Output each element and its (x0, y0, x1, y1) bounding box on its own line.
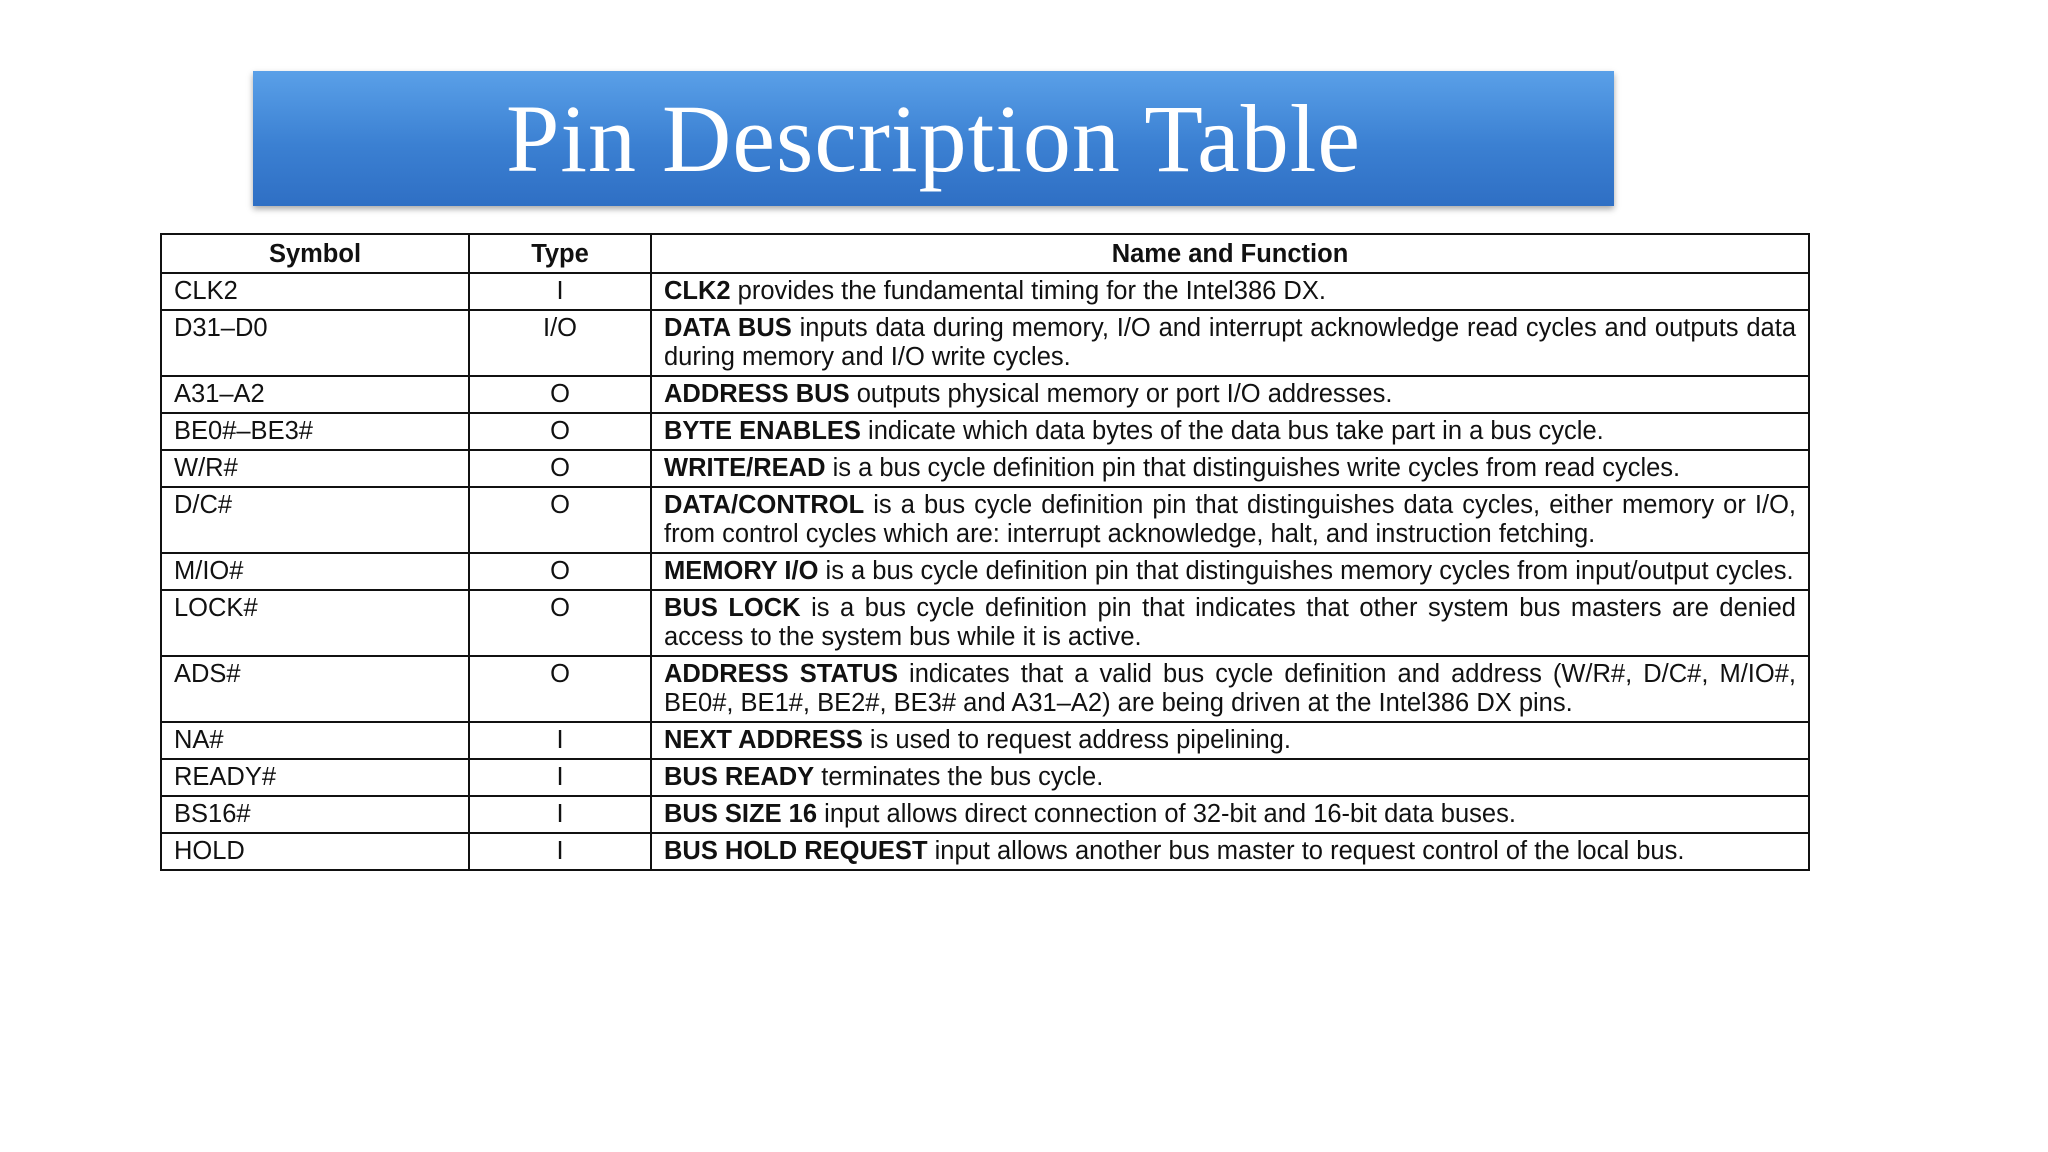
header-symbol: Symbol (161, 234, 469, 273)
function-description: inputs data during memory, I/O and interrupt acknowledge read cycles and outputs data during memory and I/O write cycles. (664, 314, 1796, 371)
table-row (161, 833, 1809, 870)
header-name-and-function: Name and Function (651, 234, 1809, 273)
function-description: is a bus cycle definition pin that distinguishes data cycles, either memory or I/O, from control cycles which are: interrupt acknowledge, halt, and instruction fetching. (664, 491, 1796, 548)
header-type: Type (469, 234, 651, 273)
function-cell (651, 413, 1809, 450)
function-name: BYTE ENABLES (664, 417, 861, 445)
function-cell (651, 796, 1809, 833)
symbol-cell: D31–D0 (161, 310, 469, 376)
function-cell (651, 759, 1809, 796)
function-description: input allows direct connection of 32-bit and 16-bit data buses. (817, 800, 1516, 828)
table-row (161, 487, 1809, 553)
type-cell: O (469, 656, 651, 722)
table-row (161, 796, 1809, 833)
symbol-cell: ADS# (161, 656, 469, 722)
function-name: MEMORY I/O (664, 557, 819, 585)
function-cell (651, 487, 1809, 553)
function-cell (651, 450, 1809, 487)
function-cell (651, 722, 1809, 759)
table-row (161, 310, 1809, 376)
table-row (161, 413, 1809, 450)
function-cell (651, 376, 1809, 413)
symbol-cell: CLK2 (161, 273, 469, 310)
function-description: provides the fundamental timing for the Intel386 DX. (730, 277, 1326, 305)
function-cell (651, 273, 1809, 310)
type-cell: I (469, 833, 651, 870)
function-name: NEXT ADDRESS (664, 726, 863, 754)
function-name: CLK2 (664, 277, 731, 305)
symbol-cell: BE0#–BE3# (161, 413, 469, 450)
function-name: ADDRESS STATUS (664, 660, 898, 688)
page-title: Pin Description Table (505, 84, 1362, 192)
table-row (161, 273, 1809, 310)
function-description: indicates that a valid bus cycle definition and address (W/R#, D/C#, M/IO#, BE0#, BE1#, BE2#, BE3# and A31–A2) are being driven at the Intel386 DX pins. (664, 660, 1796, 717)
function-description: is a bus cycle definition pin that indicates that other system bus masters are denied access to the system bus while it is active. (664, 594, 1796, 651)
type-cell: I (469, 722, 651, 759)
type-cell: I/O (469, 310, 651, 376)
symbol-cell: D/C# (161, 487, 469, 553)
function-description: terminates the bus cycle. (814, 763, 1104, 791)
function-name: DATA BUS (664, 314, 792, 342)
table-header-row (161, 234, 1809, 273)
type-cell: I (469, 759, 651, 796)
symbol-cell: W/R# (161, 450, 469, 487)
function-description: input allows another bus master to request control of the local bus. (927, 837, 1685, 865)
function-name: DATA/CONTROL (664, 491, 865, 519)
table-row (161, 553, 1809, 590)
function-description: outputs physical memory or port I/O addresses. (849, 380, 1393, 408)
function-description: indicate which data bytes of the data bus take part in a bus cycle. (860, 417, 1604, 445)
type-cell: O (469, 450, 651, 487)
function-name: BUS SIZE 16 (664, 800, 818, 828)
function-description: is a bus cycle definition pin that distinguishes memory cycles from input/output cycles. (818, 557, 1794, 585)
symbol-cell: NA# (161, 722, 469, 759)
function-name: WRITE/READ (664, 454, 826, 482)
title-banner (253, 71, 1614, 206)
symbol-cell: M/IO# (161, 553, 469, 590)
function-name: BUS LOCK (664, 594, 801, 622)
symbol-cell: HOLD (161, 833, 469, 870)
table-row (161, 450, 1809, 487)
function-description: is a bus cycle definition pin that distinguishes write cycles from read cycles. (825, 454, 1681, 482)
symbol-cell: LOCK# (161, 590, 469, 656)
function-cell (651, 656, 1809, 722)
type-cell: O (469, 376, 651, 413)
table-row (161, 759, 1809, 796)
pin-description-table (160, 233, 1810, 871)
function-name: BUS READY (664, 763, 815, 791)
type-cell: O (469, 553, 651, 590)
function-cell (651, 590, 1809, 656)
type-cell: O (469, 413, 651, 450)
function-name: ADDRESS BUS (664, 380, 850, 408)
type-cell: O (469, 590, 651, 656)
table-row (161, 656, 1809, 722)
symbol-cell: READY# (161, 759, 469, 796)
function-name: BUS HOLD REQUEST (664, 837, 928, 865)
type-cell: O (469, 487, 651, 553)
function-cell (651, 833, 1809, 870)
table-row (161, 722, 1809, 759)
function-description: is used to request address pipelining. (862, 726, 1291, 754)
function-cell (651, 310, 1809, 376)
symbol-cell: A31–A2 (161, 376, 469, 413)
type-cell: I (469, 796, 651, 833)
type-cell: I (469, 273, 651, 310)
symbol-cell: BS16# (161, 796, 469, 833)
table-row (161, 590, 1809, 656)
function-cell (651, 553, 1809, 590)
table-row (161, 376, 1809, 413)
